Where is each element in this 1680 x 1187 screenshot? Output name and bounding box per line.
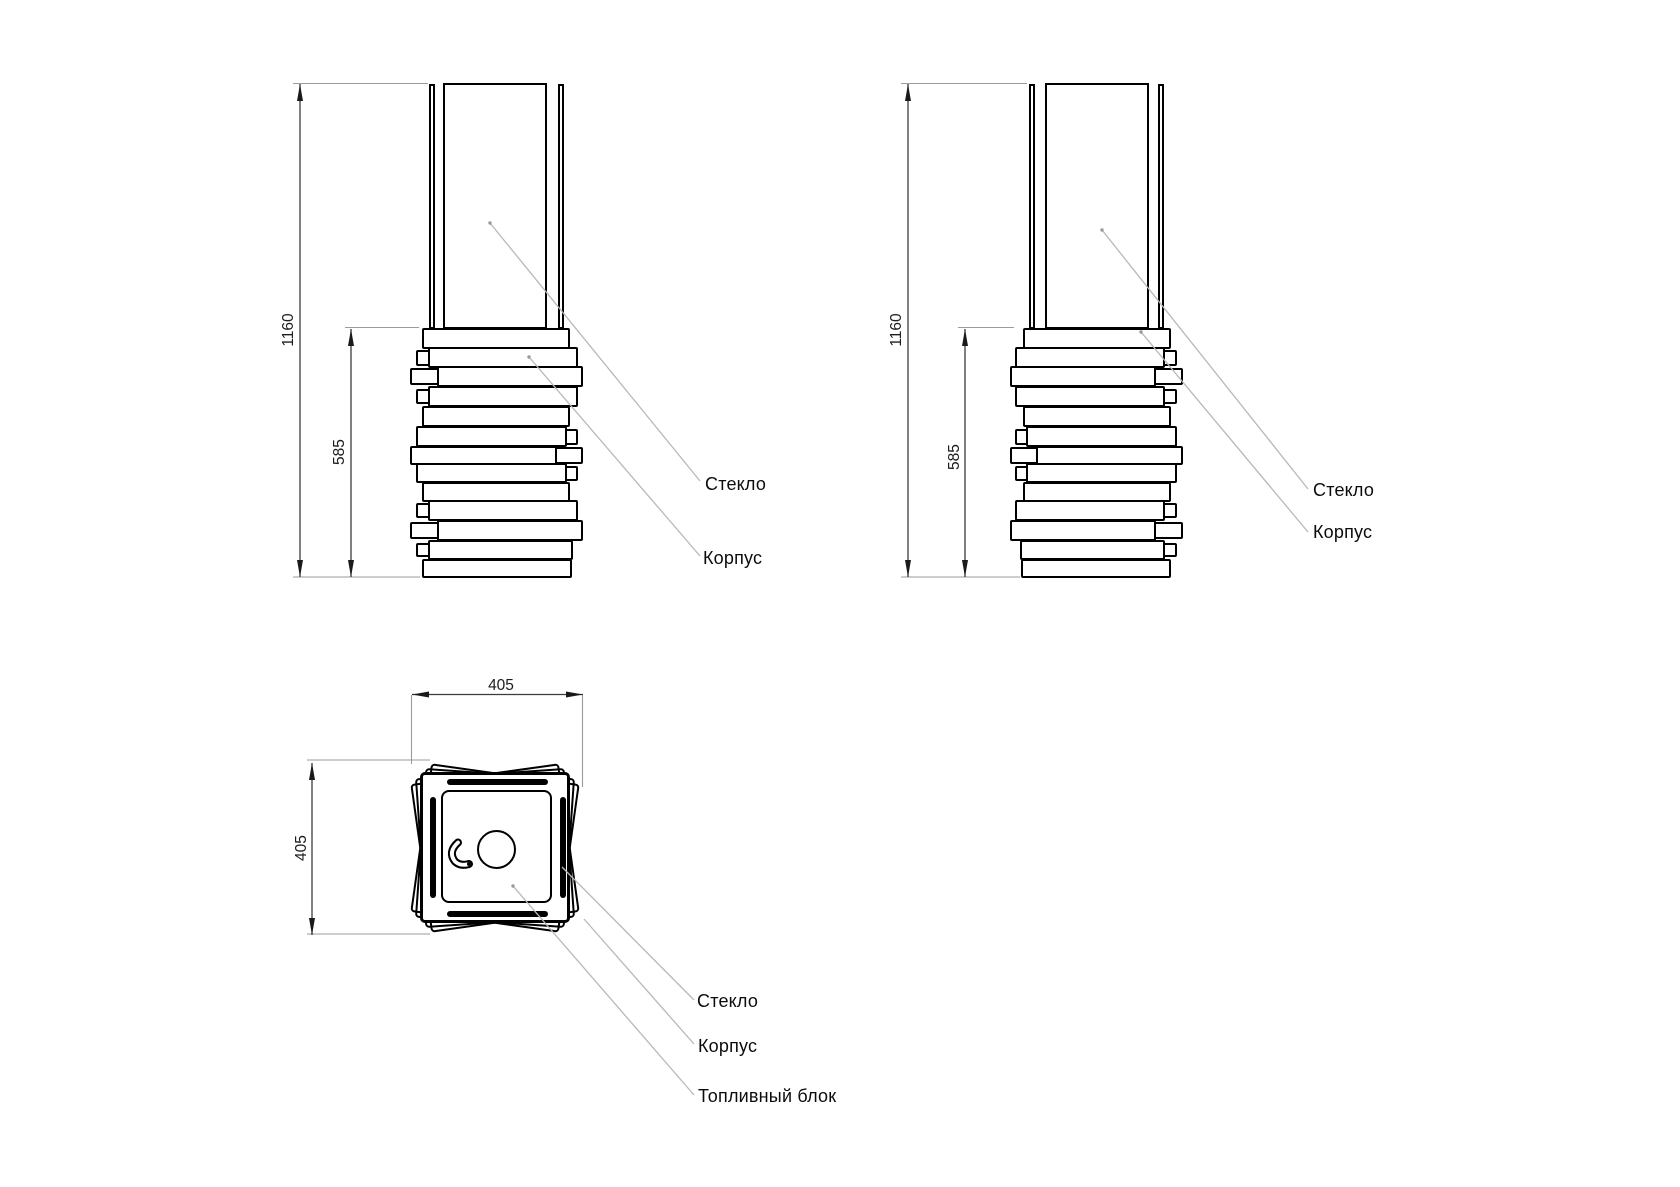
glass-slot-left bbox=[430, 797, 436, 898]
top-body-label: Корпус bbox=[698, 1036, 758, 1056]
base-plate bbox=[1023, 328, 1171, 349]
base-plate-tab bbox=[410, 368, 440, 385]
base-plate bbox=[1023, 482, 1171, 502]
base-plate bbox=[1023, 406, 1171, 427]
base-plate bbox=[1015, 386, 1165, 407]
front-glass-panel bbox=[443, 83, 547, 329]
front-total-height-value: 1160 bbox=[280, 313, 297, 347]
side-base-height-value: 585 bbox=[946, 444, 963, 470]
glass-slot-right bbox=[560, 797, 566, 898]
base-plate-tab bbox=[1153, 522, 1183, 539]
base-plate bbox=[428, 540, 573, 560]
base-plate bbox=[416, 426, 567, 447]
base-plate bbox=[437, 520, 583, 541]
side-glass-side-pane-left bbox=[1029, 84, 1035, 329]
base-plate bbox=[1015, 347, 1165, 368]
top-depth-value: 405 bbox=[293, 835, 310, 861]
base-plate bbox=[1026, 426, 1177, 447]
front-base-height-value: 585 bbox=[331, 439, 348, 465]
side-glass-panel bbox=[1045, 83, 1149, 329]
base-plate bbox=[422, 406, 570, 427]
base-plate-tab bbox=[553, 447, 583, 464]
burner-opening bbox=[477, 830, 516, 869]
glass-slot-top bbox=[447, 779, 548, 785]
top-width-value: 405 bbox=[488, 677, 514, 694]
front-glass-side-pane-left bbox=[429, 84, 435, 329]
base-plate bbox=[422, 482, 570, 502]
base-plate-tab bbox=[1153, 368, 1183, 385]
base-plate bbox=[1010, 366, 1156, 387]
dimension-arrows bbox=[297, 84, 968, 935]
base-plate-tab bbox=[410, 522, 440, 539]
base-plate bbox=[437, 366, 583, 387]
base-plate bbox=[416, 463, 567, 483]
leader-lines bbox=[490, 223, 1308, 1095]
top-glass-label: Стекло bbox=[697, 991, 759, 1011]
side-body-label: Корпус bbox=[1313, 522, 1373, 542]
base-plate bbox=[1021, 559, 1171, 578]
side-total-height-value: 1160 bbox=[888, 313, 905, 347]
front-glass-side-pane-right bbox=[558, 84, 564, 329]
top-fuel-block-label: Топливный блок bbox=[698, 1086, 837, 1106]
glass-slot-bottom bbox=[447, 911, 548, 917]
extension-lines bbox=[293, 84, 1027, 935]
base-plate bbox=[428, 386, 578, 407]
base-plate bbox=[428, 500, 578, 521]
base-plate bbox=[1026, 463, 1177, 483]
front-body-label: Корпус bbox=[703, 548, 763, 568]
dimension-lines bbox=[300, 84, 965, 935]
base-plate bbox=[428, 347, 578, 368]
base-plate bbox=[422, 559, 572, 578]
front-glass-label: Стекло bbox=[705, 474, 767, 494]
side-glass-label: Стекло bbox=[1313, 480, 1375, 500]
base-plate bbox=[422, 328, 570, 349]
side-glass-side-pane-right bbox=[1158, 84, 1164, 329]
base-plate bbox=[1010, 520, 1156, 541]
base-plate bbox=[1020, 540, 1165, 560]
base-plate bbox=[1015, 500, 1165, 521]
